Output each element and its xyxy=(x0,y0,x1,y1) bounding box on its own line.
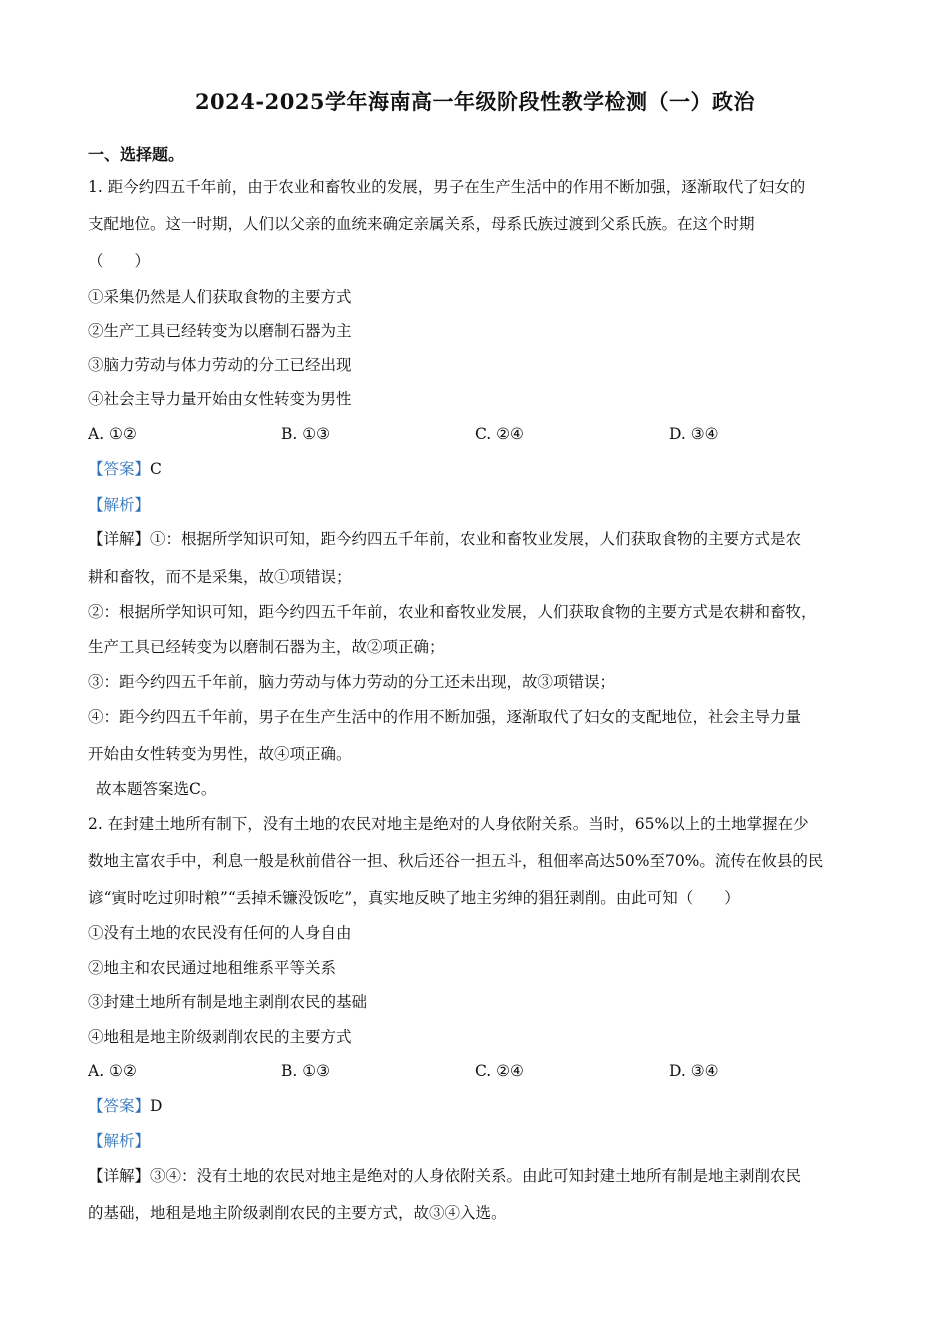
q1-item-1: ①采集仍然是人们获取食物的主要方式 xyxy=(88,288,352,306)
q1-detail-text-1: ①：根据所学知识可知，距今约四五千年前，农业和畜牧业发展，人们获取食物的主要方式是农 xyxy=(150,530,802,548)
q2-option-b: B. ①③ xyxy=(281,1062,331,1080)
q1-detail-line-1 xyxy=(88,529,801,549)
q2-item-1: ①没有土地的农民没有任何的人身自由 xyxy=(88,924,352,942)
q1-detail-line-2: 耕和畜牧，而不是采集，故①项错误； xyxy=(88,568,352,586)
section-heading: 一、选择题。 xyxy=(88,145,185,164)
q1-conclusion: 故本题答案选C。 xyxy=(96,780,217,798)
q1-option-c: C. ②④ xyxy=(475,425,524,443)
q2-detail-line-2: 的基础，地租是地主阶级剥削农民的主要方式，故③④入选。 xyxy=(88,1204,507,1222)
page-title: 2024-2025学年海南高一年级阶段性教学检测（一）政治 xyxy=(194,89,756,114)
q2-answer-tag: 【答案】 xyxy=(88,1097,151,1115)
q1-detail-line-6: ④：距今约四五千年前，男子在生产生活中的作用不断加强，逐渐取代了妇女的支配地位，社会主导力量 xyxy=(88,708,802,726)
q2-stem-line-2: 数地主富农手中，利息一般是秋前借谷一担、秋后还谷一担五斗，租佃率高达50%至70%。流传在攸县的民 xyxy=(88,852,824,870)
q2-option-d: D. ③④ xyxy=(669,1062,719,1080)
q1-answer-value: C xyxy=(150,460,162,478)
q2-answer-value: D xyxy=(150,1097,163,1115)
q1-analysis-tag: 【解析】 xyxy=(88,496,151,514)
q1-stem-line-3: （ ） xyxy=(88,252,151,270)
q2-option-a: A. ①② xyxy=(88,1062,137,1080)
q2-option-c: C. ②④ xyxy=(475,1062,524,1080)
q1-detail-line-3: ②：根据所学知识可知，距今约四五千年前，农业和畜牧业发展，人们获取食物的主要方式是农耕和畜牧， xyxy=(88,603,817,621)
q1-detail-line-7: 开始由女性转变为男性，故④项正确。 xyxy=(88,745,352,763)
q1-item-2: ②生产工具已经转变为以磨制石器为主 xyxy=(88,322,352,340)
q1-detail-tag: 【详解】 xyxy=(88,530,151,548)
q2-detail-text-1: ③④：没有土地的农民对地主是绝对的人身依附关系。由此可知封建土地所有制是地主剥削农民 xyxy=(150,1167,802,1185)
q2-item-3: ③封建土地所有制是地主剥削农民的基础 xyxy=(88,993,368,1011)
q1-option-a: A. ①② xyxy=(88,425,137,443)
q2-answer xyxy=(88,1096,162,1116)
q1-option-b: B. ①③ xyxy=(281,425,331,443)
q2-stem-line-1: 2. 在封建土地所有制下，没有土地的农民对地主是绝对的人身依附关系。当时，65%以上的土地掌握在少 xyxy=(88,815,809,833)
q2-analysis-tag: 【解析】 xyxy=(88,1132,151,1150)
q2-detail-tag: 【详解】 xyxy=(88,1167,151,1185)
q1-item-3: ③脑力劳动与体力劳动的分工已经出现 xyxy=(88,356,352,374)
q2-item-4: ④地租是地主阶级剥削农民的主要方式 xyxy=(88,1028,352,1046)
q2-stem-line-3: 谚“寅时吃过卯时粮”“丢掉禾镰没饭吃”，真实地反映了地主劣绅的猖狂剥削。由此可知（ ） xyxy=(88,889,740,907)
q1-detail-line-4: 生产工具已经转变为以磨制石器为主，故②项正确； xyxy=(88,638,445,656)
q1-item-4: ④社会主导力量开始由女性转变为男性 xyxy=(88,390,352,408)
q1-detail-line-5: ③：距今约四五千年前，脑力劳动与体力劳动的分工还未出现，故③项错误； xyxy=(88,673,616,691)
q2-item-2: ②地主和农民通过地租维系平等关系 xyxy=(88,959,337,977)
q1-answer-tag: 【答案】 xyxy=(88,460,151,478)
q1-answer xyxy=(88,459,162,479)
q1-stem-line-2: 支配地位。这一时期，人们以父亲的血统来确定亲属关系，母系氏族过渡到父系氏族。在这个时期 xyxy=(88,215,755,233)
q1-option-d: D. ③④ xyxy=(669,425,719,443)
q2-detail-line-1 xyxy=(88,1166,801,1186)
q1-stem-line-1: 1. 距今约四五千年前，由于农业和畜牧业的发展，男子在生产生活中的作用不断加强，逐渐取代了妇女的 xyxy=(88,178,806,196)
